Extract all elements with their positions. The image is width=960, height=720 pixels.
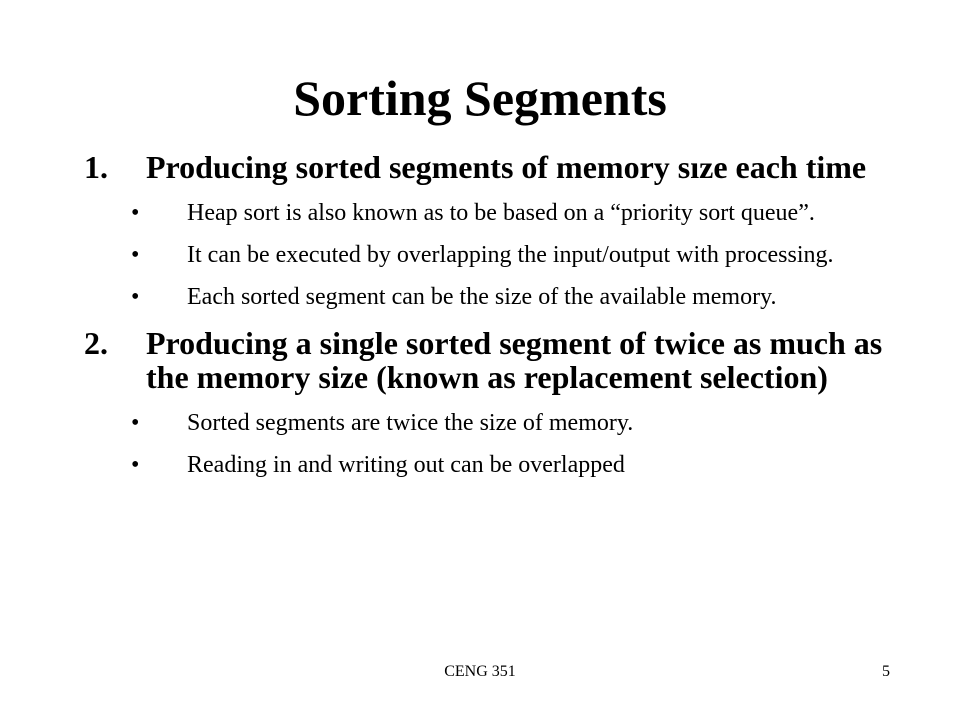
bullet-text: Reading in and writing out can be overlapped bbox=[187, 452, 625, 478]
item-heading: Producing sorted segments of memory sıze each time bbox=[146, 149, 867, 185]
item-heading: Producing a single sorted segment of twice as much as the memory size (known as replacement selection) bbox=[146, 325, 883, 395]
bullet-text: Each sorted segment can be the size of the available memory. bbox=[187, 284, 777, 310]
bullet-item bbox=[84, 200, 884, 226]
bullet-icon: • bbox=[131, 200, 140, 226]
item-number: 2. bbox=[84, 325, 108, 361]
page-number: 5 bbox=[882, 663, 890, 680]
slide-content bbox=[84, 150, 884, 494]
bullet-text: Sorted segments are twice the size of memory. bbox=[187, 410, 634, 436]
numbered-item-2 bbox=[84, 326, 884, 394]
bullet-text: Heap sort is also known as to be based on a “priority sort queue”. bbox=[187, 200, 815, 226]
item-number: 1. bbox=[84, 149, 108, 185]
slide-title: Sorting Segments bbox=[293, 70, 667, 126]
bullet-item bbox=[84, 242, 884, 268]
footer-course: CENG 351 bbox=[444, 663, 516, 680]
bullet-icon: • bbox=[131, 242, 140, 268]
bullet-list-1 bbox=[84, 200, 884, 310]
bullet-icon: • bbox=[131, 452, 140, 478]
numbered-item-1 bbox=[84, 150, 884, 184]
bullet-item bbox=[84, 410, 884, 436]
bullet-text: It can be executed by overlapping the input/output with processing. bbox=[187, 242, 834, 268]
bullet-item bbox=[84, 284, 884, 310]
bullet-item bbox=[84, 452, 884, 478]
bullet-icon: • bbox=[131, 410, 140, 436]
bullet-list-2 bbox=[84, 410, 884, 478]
bullet-icon: • bbox=[131, 284, 140, 310]
